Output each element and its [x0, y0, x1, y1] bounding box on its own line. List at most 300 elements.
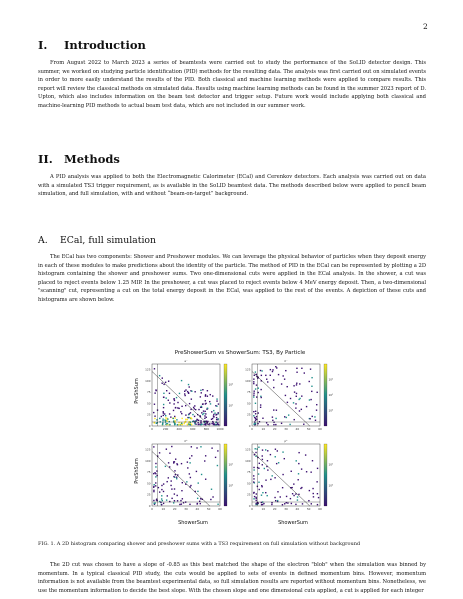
histogram-bin — [165, 466, 166, 467]
histogram-bin — [202, 414, 203, 415]
x-tick-label: 40 — [195, 507, 200, 511]
histogram-bin — [295, 403, 296, 404]
y-tick-label: 100 — [245, 458, 251, 463]
subsection-heading-ecal — [38, 235, 156, 246]
histogram-bin — [171, 498, 172, 499]
histogram-bin — [275, 456, 276, 457]
histogram-bin — [182, 498, 183, 499]
histogram-bin — [175, 458, 176, 459]
histogram-bin — [262, 459, 263, 460]
histogram-bin — [163, 404, 164, 405]
histogram-bin — [209, 423, 210, 424]
section-number: II. — [38, 152, 53, 166]
histogram-bin — [216, 398, 217, 399]
histogram-bin — [154, 502, 155, 503]
histogram-panels — [130, 350, 350, 528]
colorbar-tick-label: 10⁰ — [328, 483, 334, 488]
histogram-bin — [253, 481, 254, 482]
histogram-bin — [256, 416, 257, 417]
histogram-bin — [165, 417, 166, 418]
x-tick-label: 800 — [203, 427, 210, 431]
histogram-bin — [216, 406, 217, 407]
histogram-bin — [295, 504, 296, 505]
histogram-bin — [215, 414, 216, 415]
figure-title: PreShowerSum vs ShowerSum: TS3, By Particle — [174, 350, 306, 356]
histogram-bin — [174, 416, 175, 417]
histogram-bin — [261, 495, 262, 496]
histogram-bin — [185, 405, 186, 406]
histogram-bin — [203, 410, 204, 411]
histogram-bin — [311, 377, 312, 378]
histogram-bin — [202, 389, 203, 390]
histogram-bin — [165, 420, 166, 421]
histogram-bin — [191, 455, 192, 456]
histogram-bin — [161, 504, 162, 505]
histogram-bin — [310, 399, 311, 400]
histogram-bin — [212, 496, 213, 497]
histogram-bin — [284, 503, 285, 504]
histogram-bin — [184, 395, 185, 396]
histogram-bin — [255, 448, 256, 449]
histogram-bin — [286, 417, 287, 418]
histogram-bin — [261, 375, 262, 376]
histogram-bin — [272, 475, 273, 476]
histogram-bin — [192, 414, 193, 415]
colorbar-tick-label: 10¹ — [228, 462, 234, 467]
histogram-bin — [280, 496, 281, 497]
histogram-bin — [216, 419, 217, 420]
histogram-bin — [292, 493, 293, 494]
x-tick-label: 10 — [261, 507, 266, 511]
x-tick-label: 0 — [151, 507, 153, 511]
histogram-bin — [282, 375, 283, 376]
histogram-bin — [306, 406, 307, 407]
histogram-bin — [304, 372, 305, 373]
x-tick-label: 0 — [251, 427, 253, 431]
histogram-bin — [189, 473, 190, 474]
histogram-bin — [162, 420, 163, 421]
histogram-bin — [258, 473, 259, 474]
histogram-bin — [170, 485, 171, 486]
x-tick-label: 20 — [272, 427, 277, 431]
histogram-bin — [211, 489, 212, 490]
histogram-bin — [174, 420, 175, 421]
histogram-bin — [274, 477, 275, 478]
histogram-bin — [153, 491, 154, 492]
histogram-bin — [212, 395, 213, 396]
histogram-bin — [184, 421, 185, 422]
histogram-bin — [273, 409, 274, 410]
histogram-bin — [288, 414, 289, 415]
histogram-bin — [198, 420, 199, 421]
histogram-bin — [173, 410, 174, 411]
histogram-bin — [194, 416, 195, 417]
panel-label: π⁺ — [184, 439, 188, 443]
histogram-bin — [154, 368, 155, 369]
histogram-bin — [166, 448, 167, 449]
histogram-bin — [278, 462, 279, 463]
histogram-bin — [312, 416, 313, 417]
x-tick-label: 30 — [184, 507, 188, 511]
histogram-bin — [217, 450, 218, 451]
histogram-bin — [253, 498, 254, 499]
histogram-bin — [179, 504, 180, 505]
histogram-bin — [253, 415, 254, 416]
histogram-bin — [153, 490, 154, 491]
histogram-bin — [289, 424, 290, 425]
histogram-bin — [171, 488, 172, 489]
x-axis-label-right: ShowerSum — [278, 520, 308, 526]
histogram-bin — [173, 462, 174, 463]
histogram-bin — [295, 493, 296, 494]
histogram-bin — [296, 383, 297, 384]
histogram-bin — [194, 391, 195, 392]
histogram-bin — [171, 446, 172, 447]
histogram-bin — [262, 464, 263, 465]
section-heading-introduction — [38, 38, 146, 52]
histogram-bin — [185, 419, 186, 420]
histogram-bin — [296, 460, 297, 461]
colorbar — [324, 364, 327, 426]
histogram-bin — [181, 423, 182, 424]
histogram-bin — [184, 423, 185, 424]
histogram-bin — [154, 418, 155, 419]
histogram-bin — [255, 388, 256, 389]
histogram-bin — [169, 393, 170, 394]
histogram-bin — [176, 463, 177, 464]
histogram-bin — [260, 370, 261, 371]
histogram-bin — [254, 375, 255, 376]
panel-label: e⁻ — [184, 359, 188, 363]
histogram-bin — [265, 375, 266, 376]
histogram-bin — [178, 408, 179, 409]
histogram-bin — [187, 391, 188, 392]
histogram-bin — [159, 491, 160, 492]
histogram-bin — [211, 419, 212, 420]
histogram-bin — [205, 479, 206, 480]
histogram-bin — [163, 483, 164, 484]
histogram-bin — [159, 452, 160, 453]
histogram-bin — [265, 492, 266, 493]
histogram-bin — [218, 424, 219, 425]
histogram-bin — [285, 395, 286, 396]
histogram-bin — [156, 499, 157, 500]
histogram-bin — [255, 413, 256, 414]
histogram-bin — [201, 392, 202, 393]
histogram-bin — [299, 383, 300, 384]
histogram-bin — [163, 503, 164, 504]
histogram-bin — [270, 479, 271, 480]
histogram-bin — [203, 421, 204, 422]
histogram-bin — [299, 410, 300, 411]
histogram-bin — [173, 502, 174, 503]
histogram-bin — [211, 411, 212, 412]
histogram-bin — [215, 457, 216, 458]
histogram-bin — [309, 381, 310, 382]
histogram-bin — [262, 492, 263, 493]
histogram-bin — [217, 423, 218, 424]
histogram-bin — [155, 463, 156, 464]
x-tick-label: 20 — [172, 507, 177, 511]
y-tick-label: 75 — [146, 470, 151, 475]
histogram-bin — [261, 397, 262, 398]
histogram-bin — [189, 462, 190, 463]
histogram-bin — [203, 424, 204, 425]
histogram-bin — [263, 503, 264, 504]
histogram-bin — [205, 424, 206, 425]
histogram-bin — [317, 493, 318, 494]
histogram-bin — [267, 460, 268, 461]
histogram-bin — [301, 368, 302, 369]
histogram-bin — [301, 395, 302, 396]
histogram-bin — [205, 400, 206, 401]
y-tick-label: 100 — [145, 458, 151, 463]
histogram-bin — [191, 446, 192, 447]
histogram-bin — [156, 500, 157, 501]
histogram-bin — [197, 422, 198, 423]
histogram-bin — [186, 481, 187, 482]
histogram-bin — [293, 385, 294, 386]
figure-histogram — [130, 350, 350, 528]
histogram-bin — [205, 455, 206, 456]
histogram-bin — [253, 478, 254, 479]
histogram-bin — [259, 489, 260, 490]
histogram-bin — [163, 491, 164, 492]
figure-caption: FIG. 1. A 2D histogram comparing shower and preshower sums with a TS3 requirement on full simulation without background — [38, 541, 361, 547]
histogram-bin — [316, 481, 317, 482]
histogram-bin — [267, 381, 268, 382]
histogram-bin — [204, 460, 205, 461]
histogram-bin — [270, 375, 271, 376]
histogram-bin — [189, 413, 190, 414]
methods-paragraph: A PID analysis was applied to both the Electromagnetic Calorimeter (ECal) and Cerenkov detectors. Each analysis was carried out on data with a simulated TS3 trigger requirement, as is available in the SoLID beamtest data. The methods described below were applied to pencil beam simulation, and full simulation, with and without “beam-on-target” background. — [38, 174, 426, 197]
histogram-bin — [176, 495, 177, 496]
histogram-bin — [180, 500, 181, 501]
histogram-bin — [201, 406, 202, 407]
histogram-bin — [302, 503, 303, 504]
histogram-bin — [276, 410, 277, 411]
histogram-bin — [298, 473, 299, 474]
histogram-bin — [253, 381, 254, 382]
histogram-bin — [155, 476, 156, 477]
histogram-bin — [153, 412, 154, 413]
histogram-bin — [166, 499, 167, 500]
histogram-bin — [164, 413, 165, 414]
y-tick-label: 25 — [146, 412, 151, 417]
histogram-bin — [253, 467, 254, 468]
x-tick-label: 10 — [161, 507, 166, 511]
section-title: Introduction — [64, 38, 146, 52]
x-tick-label: 60 — [318, 427, 322, 431]
histogram-bin — [176, 478, 177, 479]
histogram-bin — [298, 494, 299, 495]
histogram-bin — [154, 404, 155, 405]
histogram-bin — [187, 461, 188, 462]
histogram-bin — [191, 398, 192, 399]
histogram-bin — [174, 488, 175, 489]
x-axis-label-left: ShowerSum — [178, 520, 208, 526]
histogram-bin — [276, 463, 277, 464]
x-tick-label: 400 — [176, 427, 182, 431]
histogram-bin — [272, 420, 273, 421]
histogram-bin — [255, 371, 256, 372]
histogram-bin — [181, 490, 182, 491]
histogram-bin — [214, 424, 215, 425]
x-tick-label: 0 — [251, 507, 253, 511]
histogram-bin — [309, 490, 310, 491]
histogram-bin — [165, 382, 166, 383]
histogram-bin — [191, 418, 192, 419]
histogram-bin — [300, 488, 301, 489]
y-tick-label: 25 — [146, 492, 151, 497]
histogram-bin — [253, 390, 254, 391]
histogram-bin — [163, 393, 164, 394]
histogram-bin — [275, 418, 276, 419]
histogram-bin — [204, 411, 205, 412]
histogram-bin — [183, 502, 184, 503]
histogram-bin — [272, 371, 273, 372]
histogram-bin — [286, 502, 287, 503]
histogram-bin — [282, 451, 283, 452]
section-number: I. — [38, 38, 48, 52]
histogram-bin — [161, 416, 162, 417]
colorbar-tick-label: 10¹ — [328, 393, 334, 397]
histogram-bin — [173, 476, 174, 477]
histogram-bin — [162, 500, 163, 501]
histogram-bin — [178, 424, 179, 425]
histogram-bin — [201, 412, 202, 413]
histogram-bin — [162, 418, 163, 419]
histogram-bin — [277, 491, 278, 492]
y-tick-label: 100 — [145, 378, 151, 383]
colorbar — [224, 444, 227, 506]
histogram-bin — [169, 453, 170, 454]
histogram-bin — [273, 422, 274, 423]
histogram-bin — [177, 424, 178, 425]
histogram-bin — [264, 468, 265, 469]
histogram-bin — [315, 420, 316, 421]
histogram-bin — [310, 368, 311, 369]
histogram-bin — [188, 393, 189, 394]
histogram-bin — [173, 418, 174, 419]
histogram-bin — [210, 499, 211, 500]
histogram-bin — [257, 467, 258, 468]
histogram-bin — [180, 411, 181, 412]
histogram-bin — [202, 403, 203, 404]
y-tick-label: 50 — [246, 481, 251, 486]
histogram-bin — [253, 411, 254, 412]
histogram-bin — [213, 415, 214, 416]
histogram-bin — [174, 423, 175, 424]
histogram-bin — [310, 471, 311, 472]
histogram-bin — [290, 498, 291, 499]
histogram-bin — [154, 392, 155, 393]
histogram-bin — [276, 367, 277, 368]
histogram-bin — [176, 476, 177, 477]
histogram-bin — [163, 397, 164, 398]
y-tick-label: 50 — [246, 401, 251, 406]
histogram-bin — [191, 424, 192, 425]
histogram-bin — [173, 420, 174, 421]
y-tick-label: 0 — [148, 504, 151, 508]
histogram-bin — [262, 504, 263, 505]
histogram-bin — [256, 493, 257, 494]
histogram-bin — [163, 384, 164, 385]
histogram-bin — [290, 398, 291, 399]
histogram-bin — [286, 496, 287, 497]
y-tick-label: 0 — [248, 504, 251, 508]
histogram-bin — [204, 418, 205, 419]
colorbar-tick-label: 10⁰ — [228, 483, 234, 488]
histogram-bin — [254, 423, 255, 424]
histogram-bin — [275, 449, 276, 450]
histogram-bin — [187, 424, 188, 425]
colorbar-tick-label: 10² — [228, 382, 234, 387]
histogram-bin — [167, 418, 168, 419]
histogram-bin — [182, 482, 183, 483]
histogram-bin — [209, 401, 210, 402]
page-number: 2 — [423, 22, 428, 31]
histogram-bin — [265, 449, 266, 450]
histogram-bin — [187, 467, 188, 468]
histogram-bin — [259, 463, 260, 464]
histogram-bin — [211, 423, 212, 424]
histogram-bin — [184, 391, 185, 392]
histogram-bin — [166, 390, 167, 391]
histogram-bin — [253, 392, 254, 393]
histogram-bin — [258, 482, 259, 483]
histogram-bin — [189, 458, 190, 459]
histogram-bin — [297, 499, 298, 500]
histogram-bin — [207, 390, 208, 391]
histogram-bin — [267, 469, 268, 470]
x-tick-label: 0 — [151, 427, 153, 431]
histogram-bin — [260, 407, 261, 408]
histogram-bin — [174, 493, 175, 494]
histogram-bin — [198, 424, 199, 425]
x-tick-label: 30 — [284, 507, 288, 511]
y-tick-label: 0 — [248, 424, 251, 428]
histogram-bin — [155, 485, 156, 486]
histogram-bin — [205, 420, 206, 421]
histogram-bin — [196, 447, 197, 448]
histogram-bin — [154, 415, 155, 416]
histogram-bin — [256, 498, 257, 499]
histogram-bin — [168, 381, 169, 382]
histogram-bin — [196, 503, 197, 504]
histogram-bin — [153, 500, 154, 501]
histogram-bin — [195, 409, 196, 410]
y-tick-label: 125 — [145, 447, 151, 452]
histogram-bin — [159, 418, 160, 419]
x-tick-label: 1000 — [216, 427, 224, 431]
x-tick-label: 60 — [318, 507, 322, 511]
histogram-bin — [166, 481, 167, 482]
histogram-bin — [308, 500, 309, 501]
histogram-bin — [262, 449, 263, 450]
histogram-bin — [311, 386, 312, 387]
histogram-bin — [153, 484, 154, 485]
histogram-bin — [301, 468, 302, 469]
x-tick-label: 50 — [306, 427, 311, 431]
histogram-bin — [291, 487, 292, 488]
histogram-bin — [273, 379, 274, 380]
histogram-bin — [206, 417, 207, 418]
histogram-bin — [277, 450, 278, 451]
x-tick-label: 40 — [295, 507, 300, 511]
colorbar-tick-label: 10⁰ — [328, 408, 334, 413]
x-tick-label: 50 — [306, 507, 311, 511]
